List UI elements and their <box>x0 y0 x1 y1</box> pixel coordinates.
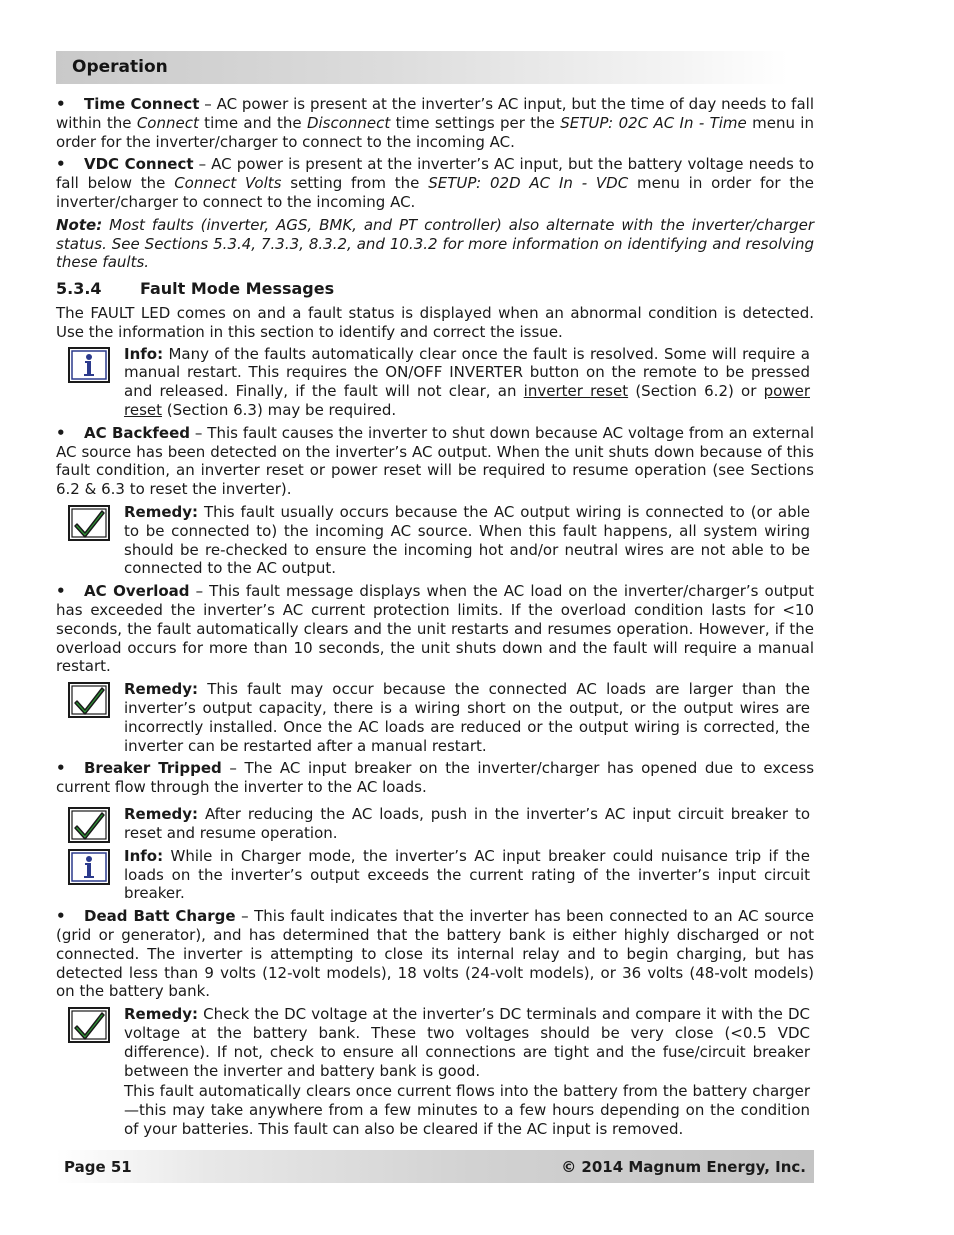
bullet-ac-overload: • AC Overload – This fault message displays when the AC load on the inverter/charger’s output has exceeded the inverter’s AC current protection limits. If the overload condition lasts for <10 seconds, the fault automatically clears and the unit restarts and resumes operation. However, if the overload occurs for more than 10 seconds, the unit shuts down and the fault will require a manual restart. <box>56 582 815 676</box>
info-box <box>56 847 814 903</box>
remedy-box <box>56 805 814 843</box>
remedy-box <box>56 503 814 578</box>
remedy-text: Remedy: This fault usually occurs because the AC output wiring is connected to (or able to be connected to) the incoming AC source. When this fault happens, all system wiring should be re-checked to ensure the incoming hot and/or neutral wires are not able to be connected to the AC output. <box>124 502 810 578</box>
bullet-ac-backfeed: • AC Backfeed – This fault causes the inverter to shut down because AC voltage from an external AC source has been detected on the inverter’s AC output. When the unit shuts down because of this fault condition, an inverter reset or power reset will be required to resume operation (see Sections 6.2 & 6.3 to reset the inverter). <box>56 423 815 499</box>
bullet-dot: • <box>56 155 66 174</box>
page-number: Page 51 <box>64 1158 132 1176</box>
checkmark-icon <box>68 682 110 718</box>
bullet-dead-batt-charge: • Dead Batt Charge – This fault indicates that the inverter has been connected to an AC source (grid or generator), and has determined that the battery bank is either highly discharged or not connected. The inverter is attempting to close its internal relay and to begin charging, but has detected less than 9 volts (12-volt models), 18 volts (24-volt models), or 36 volts (48-volt models) on the battery bank. <box>56 907 814 1001</box>
section-header-title: Operation <box>72 57 168 77</box>
remedy-text: Remedy: Check the DC voltage at the inverter’s DC terminals and compare it with the DC voltage at the battery bank. These two voltages should be very close (<0.5 VDC difference). If not, check to ensure all connections are tight and the fuse/circuit breaker between the inverter and battery bank is good. <box>124 1005 810 1080</box>
info-text: Info: While in Charger mode, the inverter’s AC input breaker could nuisance trip if the loads on the inverter’s output exceeds the current rating of the inverter’s input circuit breaker. <box>124 846 810 903</box>
section-intro: The FAULT LED comes on and a fault status is displayed when an abnormal condition is detected. Use the information in this section to identify and correct the issue. <box>56 303 814 341</box>
page-footer <box>56 1150 814 1183</box>
remedy-text: Remedy: This fault may occur because the connected AC loads are larger than the inverter’s output capacity, there is a wiring short on the output, or the output wires are incorrectly installed. Once the AC loads are reduced or the output wiring is corrected, the inverter can be restarted after a manual restart. <box>124 680 810 755</box>
checkmark-icon <box>68 807 110 843</box>
remedy-box <box>56 1005 814 1139</box>
remedy-followup-text: This fault automatically clears once current flows into the battery from the battery charger—this may take anywhere from a few minutes to a few hours depending on the condition of your batteries. This fault can also be cleared if the AC input is removed. <box>124 1082 810 1139</box>
copyright: © 2014 Magnum Energy, Inc. <box>561 1158 806 1176</box>
checkmark-icon <box>68 1007 110 1043</box>
info-icon <box>68 849 110 885</box>
info-icon <box>68 347 110 383</box>
bullet-dot: • <box>56 907 66 926</box>
bullet-dot: • <box>56 759 66 778</box>
checkmark-icon <box>68 505 110 541</box>
note-paragraph: Note: Most faults (inverter, AGS, BMK, and PT controller) also alternate with the inverter/charger status. See Sections 5.3.4, 7.3.3, 8.3.2, and 10.3.2 for more information on identifying and resolving these faults. <box>56 215 814 272</box>
section-heading: 5.3.4 Fault Mode Messages <box>56 279 335 299</box>
inverter-reset-link[interactable]: inverter reset <box>523 382 629 401</box>
bullet-dot: • <box>56 582 66 601</box>
info-box <box>56 345 814 420</box>
power-reset-link[interactable]: power reset <box>124 382 810 419</box>
page-content <box>56 95 814 1143</box>
bullet-time-connect: • Time Connect – AC power is present at the inverter’s AC input, but the time of day needs to fall within the Connect time and the Disconnect time settings per the SETUP: 02C AC In - Time menu in order for the inverter/charger to connect to the incoming AC. <box>56 95 814 151</box>
info-text: Info: Many of the faults automatically clear once the fault is resolved. Some will require a manual restart. This requires the ON/OFF INVERTER button on the remote to be pressed and released. Finally, if the fault will not clear, an inverter reset (Section 6.2) or power reset (Section 6.3) may be required. <box>124 344 810 419</box>
bullet-dot: • <box>56 95 66 113</box>
bullet-breaker-tripped: • Breaker Tripped – The AC input breaker on the inverter/charger has opened due to excess current flow through the inverter to the AC loads. <box>56 759 815 797</box>
bullet-dot: • <box>56 423 66 442</box>
remedy-box <box>56 680 814 755</box>
remedy-text: Remedy: After reducing the AC loads, push in the inverter’s AC input circuit breaker to reset and resume operation. <box>124 804 810 842</box>
section-header-bar <box>56 51 788 84</box>
bullet-vdc-connect: • VDC Connect – AC power is present at the inverter’s AC input, but the battery voltage needs to fall below the Connect Volts setting from the SETUP: 02D AC In - VDC menu in order for the inverter/charger to connect to the incoming AC. <box>56 155 815 211</box>
